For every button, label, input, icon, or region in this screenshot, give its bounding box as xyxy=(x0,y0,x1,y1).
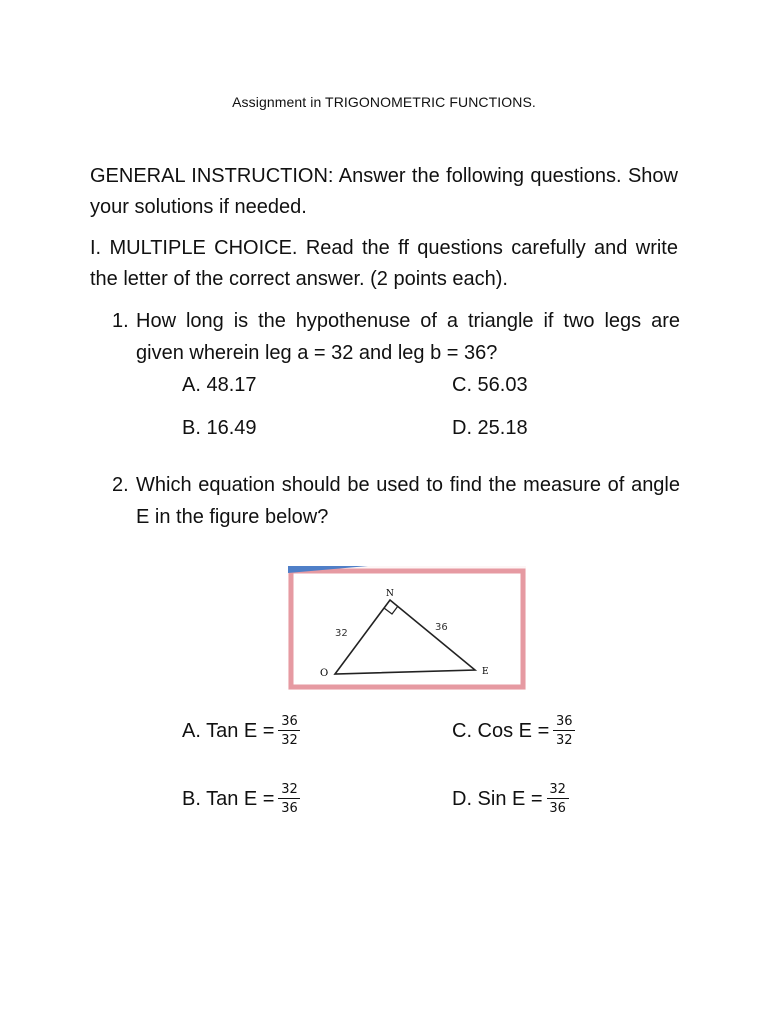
choice-a: A. 48.17 xyxy=(182,374,257,396)
fraction-bar xyxy=(547,798,569,799)
question-number: 2. xyxy=(112,474,129,496)
choice-d: D. 25.18 xyxy=(452,417,528,439)
question-text: Which equation should be used to find the measure of angle E in the figure below? xyxy=(136,474,680,528)
triangle-figure xyxy=(288,566,526,690)
choice-label: D. Sin E = xyxy=(452,787,543,810)
general-instruction: GENERAL INSTRUCTION: Answer the following questions. Show your solutions if needed. xyxy=(90,165,678,218)
fraction-denominator: 36 xyxy=(281,801,298,816)
side-on-label: 32 xyxy=(335,628,348,639)
section-heading: I. MULTIPLE CHOICE. Read the ff questions carefully and write the letter of the correct answer. (2 points each). xyxy=(90,237,678,290)
fraction-bar xyxy=(553,730,575,731)
vertex-o-label: O xyxy=(320,668,329,679)
fraction-numerator: 36 xyxy=(281,714,298,729)
choice-b: B. 16.49 xyxy=(182,417,257,439)
page-title: Assignment in TRIGONOMETRIC FUNCTIONS. xyxy=(232,94,536,110)
choice-a xyxy=(182,714,300,748)
vertex-n-label: N xyxy=(386,589,394,599)
choice-label: A. Tan E = xyxy=(182,719,275,742)
fraction xyxy=(278,714,300,748)
question-number: 1. xyxy=(112,310,129,332)
fraction xyxy=(547,782,569,816)
choice-c: C. 56.03 xyxy=(452,374,528,396)
fraction-numerator: 36 xyxy=(555,714,573,729)
choice-d xyxy=(452,782,569,816)
vertex-e-label: E xyxy=(482,667,489,677)
fraction-denominator: 32 xyxy=(555,733,573,748)
fraction-numerator: 32 xyxy=(281,782,298,797)
choice-b xyxy=(182,782,300,816)
fraction-denominator: 32 xyxy=(281,733,298,748)
side-ne-label: 36 xyxy=(435,622,448,633)
question-text: How long is the hypothenuse of a triangle if two legs are given wherein leg a = 32 and leg b = 36? xyxy=(136,310,680,364)
choice-label: C. Cos E = xyxy=(452,719,550,742)
fraction-bar xyxy=(278,798,300,799)
fraction-numerator: 32 xyxy=(549,782,566,797)
fraction xyxy=(278,782,300,816)
fraction xyxy=(553,714,575,748)
choice-c xyxy=(452,714,575,748)
fraction-denominator: 36 xyxy=(549,801,566,816)
fraction-bar xyxy=(278,730,300,731)
choice-label: B. Tan E = xyxy=(182,787,275,810)
triangle-diagram xyxy=(288,566,526,690)
